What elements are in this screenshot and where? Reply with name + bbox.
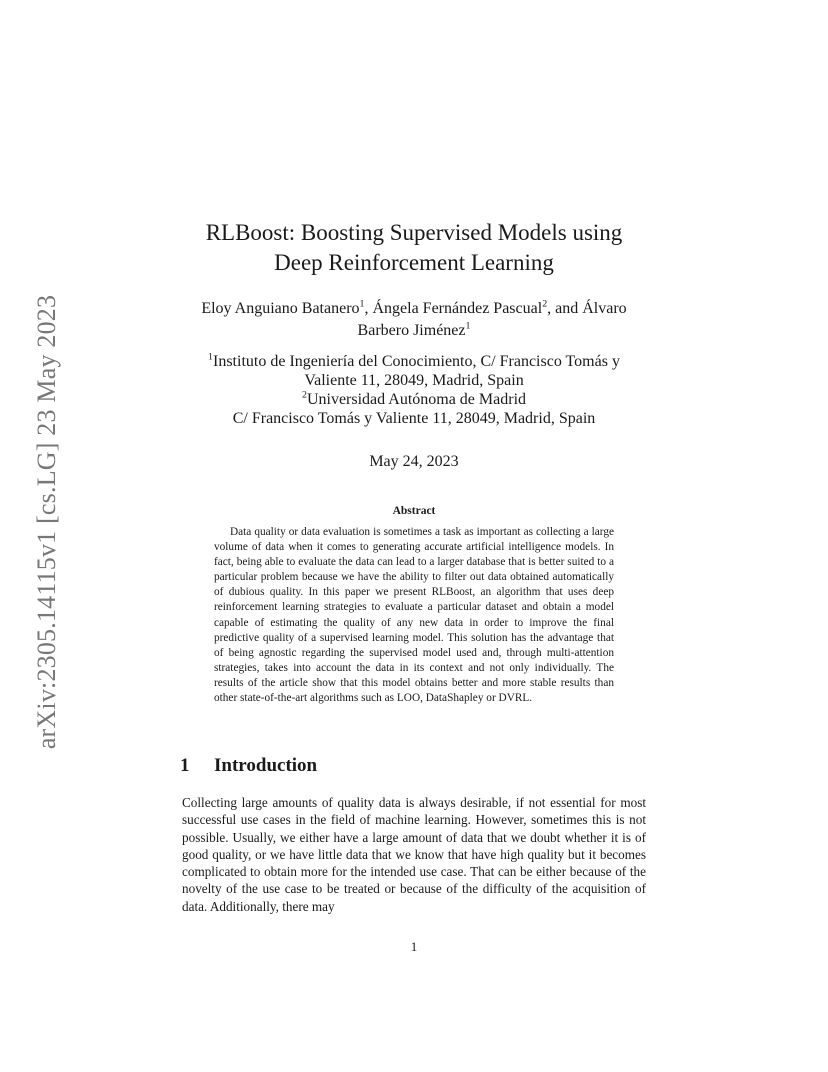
abstract-heading: Abstract bbox=[392, 505, 436, 517]
affiliation-2-line-2: C/ Francisco Tomás y Valiente 11, 28049, Madrid, Spain bbox=[232, 410, 596, 427]
arxiv-sidebar-stamp: arXiv:2305.14115v1 [cs.LG] 23 May 2023 bbox=[32, 294, 61, 750]
affiliation-1-line-1: $^1$Instituto de Ingeniería del Conocimiento, C/ Francisco Tomás y bbox=[208, 351, 620, 370]
author-1-affil-mark: 1 bbox=[359, 298, 365, 310]
author-2-name: Ángela Fernández Pascual bbox=[372, 300, 543, 317]
paper-date: May 24, 2023 bbox=[369, 453, 459, 470]
section-title: Introduction bbox=[214, 755, 318, 776]
author-3-affil-mark: 1 bbox=[465, 320, 471, 332]
author-line-2 bbox=[170, 320, 658, 342]
title-line-2: Deep Reinforcement Learning bbox=[274, 250, 554, 275]
affiliation-2-line-1: $^2$Universidad Autónoma de Madrid bbox=[301, 389, 527, 408]
section-heading bbox=[180, 755, 317, 777]
affiliation-block bbox=[150, 352, 678, 428]
author-line-1: Eloy Anguiano Batanero$^1$, Ángela Fernández Pascual$^2$, and Álvaro bbox=[201, 298, 627, 317]
title-line-1: RLBoost: Boosting Supervised Models using bbox=[205, 220, 623, 245]
author-2-affil-mark: 2 bbox=[542, 298, 548, 310]
page-number: 1 bbox=[410, 939, 418, 954]
author-1-name: Eloy Anguiano Batanero bbox=[201, 300, 360, 317]
affiliation-1-mark: 1 bbox=[208, 351, 213, 363]
section-number: 1 bbox=[180, 755, 190, 776]
abstract-text: Data quality or data evaluation is sometimes a task as important as collecting a large volume of data when it comes to generating accurate artificial intelligence models. In fact, being able to evaluate the data can lead to a larger database that is better suited to a particular problem because we have the ability to filter out data obtained automatically of dubious quality. In this paper we present RLBoost, an algorithm that uses deep reinforcement learning strategies to evaluate a particular dataset and obtain a model capable of estimating the quality of any new data in order to improve the final predictive quality of a supervised learning model. This solution has the advantage that of being agnostic regarding the supervised model used and, through multi-attention strategies, takes into account the data in its context and not only individually. The results of the article show that this model obtains better and more stable results than other state-of-the-art algorithms such as LOO, DataShapley or DVRL. bbox=[214, 526, 614, 705]
affiliation-1-line-2: Valiente 11, 28049, Madrid, Spain bbox=[304, 372, 524, 389]
author-3-name-part1: and Álvaro bbox=[555, 300, 627, 317]
affiliation-2-mark: 2 bbox=[301, 389, 307, 401]
paper-title bbox=[160, 218, 668, 278]
author-list bbox=[170, 298, 658, 342]
introduction-text: Collecting large amounts of quality data is always desirable, if not essential for most successful use cases in the field of machine learning. However, sometimes this is not possible. Usually, we either have a large amount of data that we doubt whether it is of good quality, or we have little data that we know that have high quality but it becomes complicated to obtain more for the intended use case. That can be either because of the novelty of the use case to be treated or because of the difficulty of the acquisition of data. Additionally, there may bbox=[182, 795, 646, 914]
author-3-name-part2: Barbero Jiménez bbox=[357, 322, 466, 339]
